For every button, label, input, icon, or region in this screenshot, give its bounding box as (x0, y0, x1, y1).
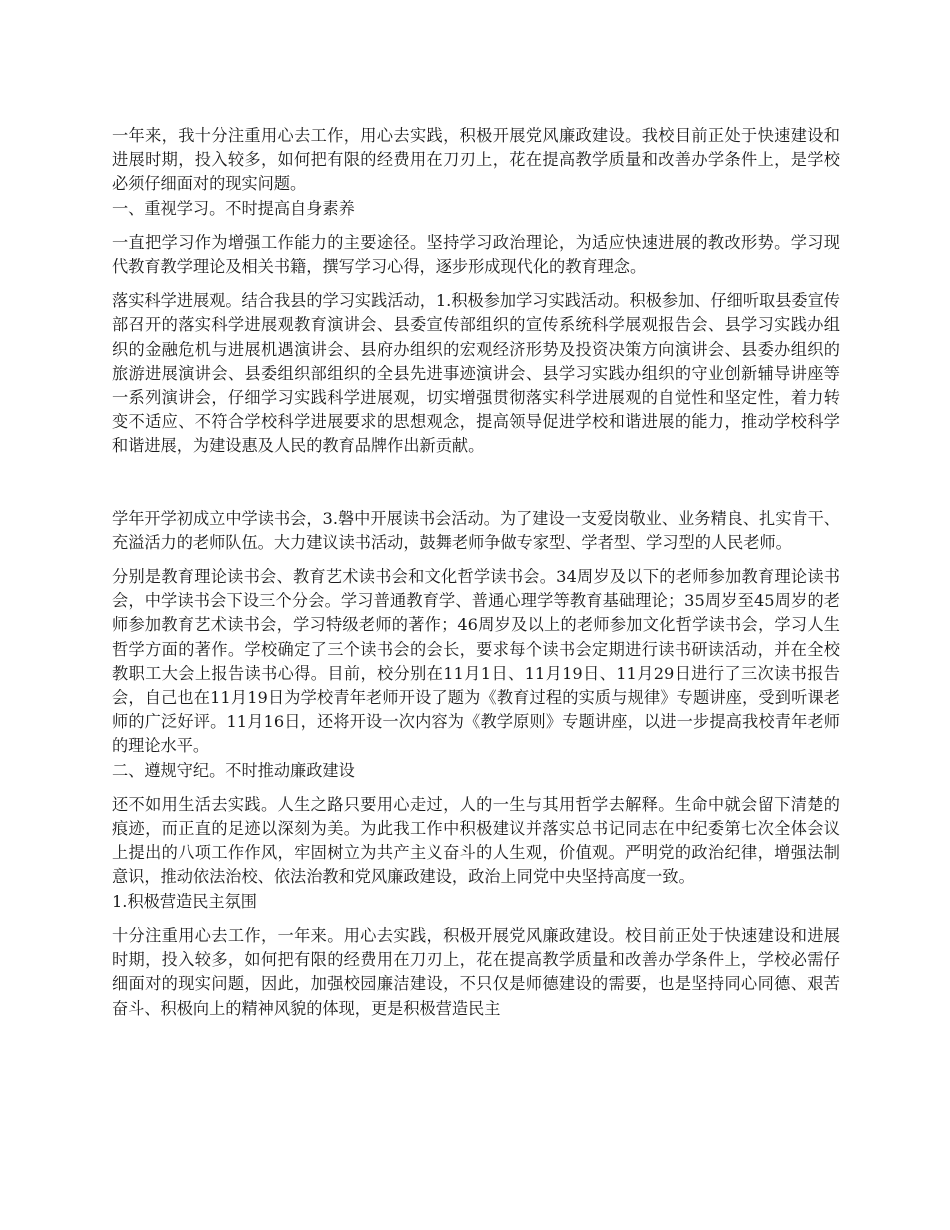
discipline-paragraph: 还不如用生活去实践。人生之路只要用心走过，人的一生与其用哲学去解释。生命中就会留下清楚的痕迹，而正直的足迹以深刻为美。为此我工作中积极建议并落实总书记同志在中纪委第七次全体会议上提出的八项工作作风，牢固树立为共产主义奋斗的人生观，价值观。严明党的政治纪律，增强法制意识，推动依法治校、依法治教和党风廉政建设，政治上同党中央坚持高度一致。 (112, 794, 840, 887)
democracy-paragraph: 十分注重用心去工作，一年来。用心去实践，积极开展党风廉政建设。校目前正处于快速建设和进展时期，投入较多，如何把有限的经费用在刀刃上，花在提高教学质量和改善办学条件上，学校必需仔细面对的现实问题，因此，加强校园廉洁建设，不只仅是师德建设的需要，也是坚持同心同德、艰苦奋斗、积极向上的精神风貌的体现，更是积极营造民主 (112, 925, 840, 1018)
science-development-paragraph: 落实科学进展观。结合我县的学习实践活动，1.积极参加学习实践活动。积极参加、仔细听取县委宣传部召开的落实科学进展观教育演讲会、县委宣传部组织的宣传系统科学展观报告会、县学习实践办组织的金融危机与进展机遇演讲会、县府办组织的宏观经济形势及投资决策方向演讲会、县委办组织的旅游进展演讲会、县委组织部组织的全县先进事迹演讲会、县学习实践办组织的守业创新辅导讲座等一系列演讲会，仔细学习实践科学进展观，切实增强贯彻落实科学进展观的自觉性和坚定性，着力转变不适应、不符合学校科学进展要求的思想观念，提高领导促进学校和谐进展的能力，推动学校科学和谐进展，为建设惠及人民的教育品牌作出新贡献。 (112, 291, 840, 456)
section-heading-study: 一、重视学习。不时提高自身素养 (112, 198, 355, 218)
subheading-democracy: 1.积极营造民主氛围 (112, 891, 257, 911)
section-heading-discipline: 二、遵规守纪。不时推动廉政建设 (112, 760, 355, 780)
document-body (112, 124, 840, 1021)
intro-paragraph: 一年来，我十分注重用心去工作，用心去实践，积极开展党风廉政建设。我校目前正处于快速建设和进展时期，投入较多，如何把有限的经费用在刀刃上，花在提高教学质量和改善办学条件上，是学校必须仔细面对的现实问题。 (112, 126, 840, 194)
reading-club-detail-paragraph: 分别是教育理论读书会、教育艺术读书会和文化哲学读书会。34周岁及以下的老师参加教育理论读书会，中学读书会下设三个分会。学习普通教育学、普通心理学等教育基础理论；35周岁至45周岁的老师参加教育艺术读书会，学习特级老师的著作；46周岁及以上的老师参加文化哲学读书会，学习人生哲学方面的著作。学校确定了三个读书会的会长，要求每个读书会定期进行读书研读活动，并在全校教职工大会上报告读书心得。目前，校分别在11月1日、11月19日、11月29日进行了三次读书报告会，自己也在11月19日为学校青年老师开设了题为《教育过程的实质与规律》专题讲座，受到听课老师的广泛好评。11月16日，还将开设一次内容为《教学原则》专题讲座，以进一步提高我校青年老师的理论水平。 (112, 567, 840, 756)
study-paragraph: 一直把学习作为增强工作能力的主要途径。坚持学习政治理论，为适应快速进展的教改形势。学习现代教育教学理论及相关书籍，撰写学习心得，逐步形成现代化的教育理念。 (112, 232, 840, 277)
reading-club-paragraph: 学年开学初成立中学读书会，3.磐中开展读书会活动。为了建设一支爱岗敬业、业务精良、扎实肯干、充溢活力的老师队伍。大力建议读书活动，鼓舞老师争做专家型、学者型、学习型的人民老师。 (112, 508, 840, 552)
